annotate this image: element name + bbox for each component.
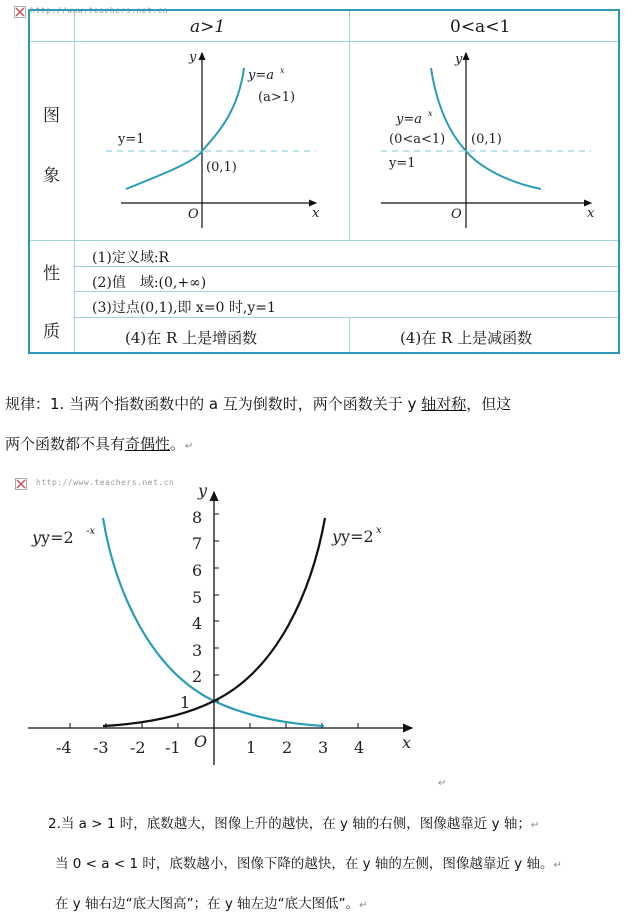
svg-text:-4: -4: [56, 738, 72, 757]
rule2-line2: 当 0 < a < 1 时，底数越小，图像下降的越快，在 y 轴的左侧，图像越靠近 y 轴。↵: [55, 856, 562, 872]
rule2-line1: 2.当 a > 1 时，底数越大，图像上升的越快，在 y 轴的右侧，图像越靠近 y 轴；↵: [48, 816, 540, 832]
graph-increasing: [76, 43, 348, 239]
row-label-prop-2: 质: [43, 322, 60, 342]
point-label: (0,1): [206, 160, 237, 175]
origin-label: O: [188, 207, 199, 222]
svg-text:(0,1): (0,1): [471, 132, 502, 147]
svg-text:x: x: [428, 109, 433, 118]
header-a-greater-1: a>1: [190, 17, 226, 37]
svg-text:7: 7: [192, 534, 203, 553]
svg-text:y: y: [455, 52, 463, 67]
asymptote-label: y=1: [118, 132, 145, 147]
row-label-prop-1: 性: [43, 264, 60, 284]
svg-text:x: x: [587, 206, 595, 221]
svg-text:yy=2: yy=2: [332, 527, 374, 546]
svg-text:x: x: [376, 525, 382, 536]
svg-text:x: x: [402, 733, 412, 752]
watermark-text: http://www.teachers.net.cn: [36, 478, 175, 487]
svg-text:-2: -2: [130, 738, 146, 757]
exponential-chart: [0, 470, 440, 770]
axis-x-label: x: [312, 206, 320, 221]
condition-label: (a>1): [258, 90, 296, 105]
svg-text:3: 3: [318, 738, 329, 757]
return-mark: ↵: [438, 778, 447, 789]
property-fixed-point: (3)过点(0,1),即 x=0 时,y=1: [92, 300, 276, 316]
axis-y-label: y: [189, 50, 197, 65]
svg-text:y: y: [198, 481, 208, 500]
watermark-text: http://www.teachers.net.cn: [30, 6, 169, 15]
svg-text:-3: -3: [93, 738, 109, 757]
property-increasing: (4)在 R 上是增函数: [125, 329, 258, 347]
curve-label: y=a: [248, 68, 274, 83]
header-a-between-0-1: 0<a<1: [450, 17, 511, 37]
property-decreasing: (4)在 R 上是减函数: [400, 329, 533, 347]
property-range: (2)值 域:(0,+∞): [92, 275, 207, 291]
row-label-graph-2: 象: [43, 166, 60, 186]
svg-text:2: 2: [192, 667, 203, 686]
rule1-line1: 规律：1. 当两个指数函数中的 a 互为倒数时，两个函数关于 y 轴对称，但这: [5, 395, 512, 413]
svg-text:O: O: [194, 732, 208, 751]
broken-image-icon: [14, 6, 26, 18]
property-domain: (1)定义域:R: [92, 250, 170, 266]
svg-text:O: O: [451, 207, 462, 222]
svg-text:yy=2: yy=2: [32, 528, 74, 547]
svg-text:(0<a<1): (0<a<1): [389, 132, 446, 147]
svg-text:3: 3: [192, 641, 203, 660]
exponential-function-table: [28, 9, 620, 354]
svg-text:1: 1: [246, 738, 257, 757]
svg-text:y=a: y=a: [396, 112, 422, 127]
svg-text:4: 4: [354, 738, 365, 757]
svg-text:2: 2: [282, 738, 293, 757]
graph-decreasing: [351, 43, 619, 239]
svg-text:1: 1: [180, 693, 191, 712]
svg-text:6: 6: [192, 561, 203, 580]
svg-text:x: x: [280, 66, 285, 75]
svg-text:4: 4: [192, 614, 203, 633]
svg-text:-x: -x: [86, 526, 96, 537]
svg-text:y=1: y=1: [389, 156, 416, 171]
row-label-graph-1: 图: [43, 106, 60, 126]
rule1-line2: 两个函数都不具有奇偶性。↵: [5, 435, 194, 453]
rule2-line3: 在 y 轴右边“底大图高”；在 y 轴左边“底大图低”。↵: [55, 896, 368, 912]
svg-text:5: 5: [192, 588, 203, 607]
svg-text:-1: -1: [165, 738, 181, 757]
svg-text:8: 8: [192, 508, 203, 527]
